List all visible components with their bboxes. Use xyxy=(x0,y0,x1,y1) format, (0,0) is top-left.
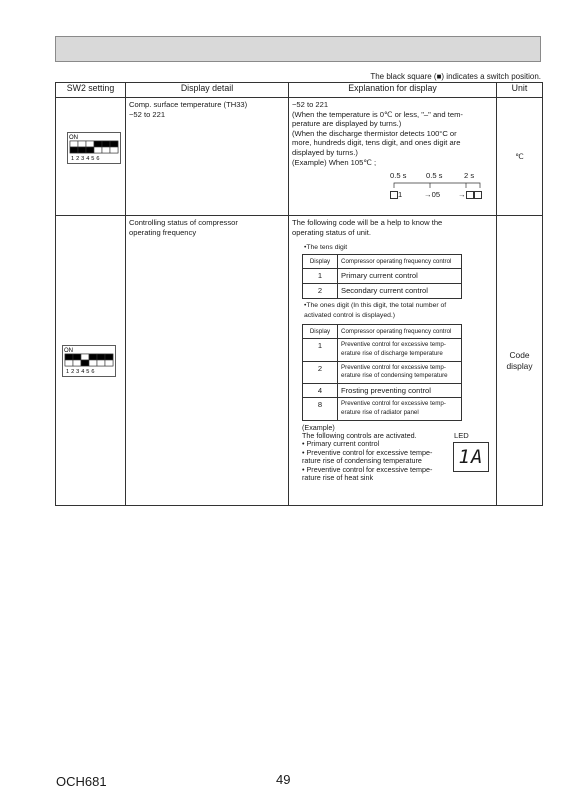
exp-line: −52 to 221 xyxy=(292,100,329,109)
example-block xyxy=(302,424,493,483)
mini-header-display: Display xyxy=(303,324,338,339)
unit-celsius: ℃ xyxy=(515,151,524,161)
display-detail-cell xyxy=(126,98,289,216)
code-number: 2 xyxy=(303,283,338,298)
sw2-settings-table xyxy=(55,82,543,506)
table-row-comp-surface-temp xyxy=(56,98,543,216)
example-item: • Preventive control for excessive tempe- xyxy=(302,447,433,457)
code-number: 4 xyxy=(303,383,338,398)
exp-line: displayed by turns.) xyxy=(292,147,358,157)
display-detail-cell xyxy=(126,216,289,506)
table-row xyxy=(303,383,462,398)
detail-line: −52 to 221 xyxy=(129,109,166,119)
code-description: Primary current control xyxy=(338,269,462,284)
exp-line: perature are displayed by turns.) xyxy=(292,119,402,129)
example-item: • Preventive control for excessive tempe- xyxy=(302,464,433,474)
digit-step-3: → xyxy=(458,190,482,200)
example-item: rature rise of heat sink xyxy=(302,472,374,482)
table-row xyxy=(303,361,462,383)
unit-cell xyxy=(497,216,543,506)
mini-table-header xyxy=(303,254,462,269)
detail-line: operating frequency xyxy=(129,227,197,237)
code-description: Preventive control for excessive temp- erature rise of condensing temperature xyxy=(338,361,462,383)
dip-switch-diagram xyxy=(67,132,121,164)
tens-digit-label: •The tens digit xyxy=(304,244,348,252)
digit-step-2: →05 xyxy=(424,190,441,200)
detail-line: Comp. surface temperature (TH33) xyxy=(129,100,248,109)
detail-line: Controlling status of compressor xyxy=(129,218,238,227)
switch-position-note: The black square (■) indicates a switch position. xyxy=(370,72,541,81)
exp-line: The following code will be a help to know the xyxy=(292,218,443,227)
code-number: 1 xyxy=(303,339,338,361)
example-intro: The following controls are activated. xyxy=(302,430,417,440)
mini-header-display: Display xyxy=(303,254,338,269)
header-unit: Unit xyxy=(497,83,543,98)
display-sequence xyxy=(292,171,493,207)
header-bar xyxy=(55,36,541,62)
tens-digit-table xyxy=(302,254,462,299)
blank-digit-icon xyxy=(474,191,482,199)
mini-header-control: Compressor operating frequency control xyxy=(338,254,462,269)
time-3: 2 s xyxy=(464,171,475,181)
table-row xyxy=(303,269,462,284)
exp-line: (When the discharge thermistor detects 100°C or xyxy=(292,128,457,138)
code-description: Secondary current control xyxy=(338,283,462,298)
code-number: 1 xyxy=(303,269,338,284)
example-item: • Primary current control xyxy=(302,439,380,449)
sequence-bracket xyxy=(392,180,484,188)
exp-line: operating status of unit. xyxy=(292,227,371,237)
code-description: Preventive control for excessive temp- erature rise of discharge temperature xyxy=(338,339,462,361)
time-2: 0.5 s xyxy=(426,171,443,181)
code-number: 8 xyxy=(303,398,338,420)
unit-cell xyxy=(497,98,543,216)
led-display xyxy=(453,442,489,472)
table-row-compressor-frequency xyxy=(56,216,543,506)
table-row xyxy=(303,283,462,298)
exp-line: more, hundreds digit, tens digit, and ones digit are xyxy=(292,138,461,148)
exp-line: (Example) When 105℃ ; xyxy=(292,157,377,167)
mini-header-control: Compressor operating frequency control xyxy=(338,324,462,339)
example-title: (Example) xyxy=(302,422,335,432)
explanation-cell xyxy=(289,98,497,216)
ones-digit-label: •The ones digit (In this digit, the total number of xyxy=(304,301,447,309)
dip-numbers: 1 2 3 4 5 6 xyxy=(71,156,100,162)
led-value: 1A xyxy=(458,445,484,468)
led-label: LED xyxy=(454,430,469,440)
sw2-setting-cell xyxy=(56,98,126,216)
table-row xyxy=(303,398,462,420)
time-1: 0.5 s xyxy=(390,171,407,181)
unit-display: display xyxy=(506,360,533,371)
ones-digit-table xyxy=(302,324,462,421)
header-explanation: Explanation for display xyxy=(289,83,497,98)
exp-line: (When the temperature is 0℃ or less, "–" and tem- xyxy=(292,109,463,119)
header-sw2: SW2 setting xyxy=(56,83,126,98)
page-number: 49 xyxy=(276,772,291,787)
digit-step-1: 1 xyxy=(390,190,402,200)
blank-digit-icon xyxy=(390,191,398,199)
document-code: OCH681 xyxy=(56,774,107,789)
unit-code: Code xyxy=(509,349,530,360)
code-description: Frosting preventing control xyxy=(338,383,462,398)
dip-on-label: ON xyxy=(64,347,73,354)
dip-on-label: ON xyxy=(69,135,78,141)
dip-switch-diagram xyxy=(62,345,116,377)
example-item: rature rise of condensing temperature xyxy=(302,456,422,466)
code-description: Preventive control for excessive temp- erature rise of radiator panel xyxy=(338,398,462,420)
ones-digit-label-cont: activated control is displayed.) xyxy=(304,312,396,320)
mini-table-header xyxy=(303,324,462,339)
dip-numbers: 1 2 3 4 5 6 xyxy=(66,368,95,375)
table-header-row xyxy=(56,83,543,98)
sw2-setting-cell xyxy=(56,216,126,506)
table-row xyxy=(303,339,462,361)
explanation-cell xyxy=(289,216,497,506)
code-number: 2 xyxy=(303,361,338,383)
blank-digit-icon xyxy=(466,191,474,199)
header-detail: Display detail xyxy=(126,83,289,98)
